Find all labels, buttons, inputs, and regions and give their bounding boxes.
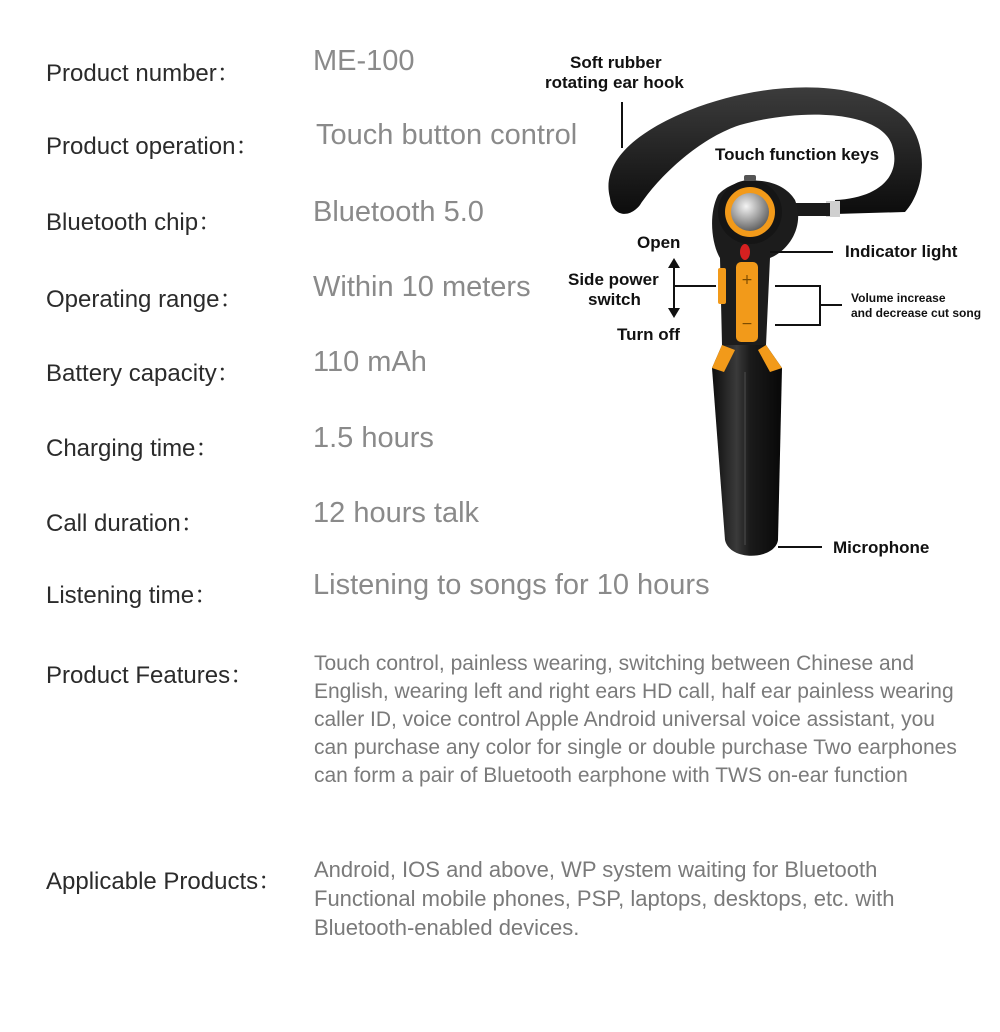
turn-off-callout: Turn off xyxy=(617,325,680,344)
product-number-value: ME-100 xyxy=(313,45,415,77)
operating-range-value: Within 10 meters xyxy=(313,271,531,303)
indicator-callout: Indicator light xyxy=(845,242,958,261)
volume-bracket xyxy=(775,286,820,325)
microphone-callout: Microphone xyxy=(833,538,930,557)
product-number-label: Product number： xyxy=(46,60,241,87)
battery-capacity-value: 110 mAh xyxy=(313,346,427,378)
listening-time-label: Listening time： xyxy=(46,582,219,609)
side-power-callout-line1: Side power xyxy=(568,270,659,289)
bluetooth-chip-label: Bluetooth chip： xyxy=(46,209,223,236)
earphone-stem xyxy=(712,345,782,556)
features-line: caller ID, voice control Apple Android universal voice assistant, you xyxy=(314,708,935,731)
volume-callout-line2: and decrease cut song xyxy=(851,306,982,320)
product-operation-value: Touch button control xyxy=(316,119,578,151)
product-operation-label: Product operation： xyxy=(46,133,260,160)
open-callout: Open xyxy=(637,233,681,252)
charging-time-label: Charging time： xyxy=(46,435,220,462)
call-duration-value: 12 hours talk xyxy=(313,497,480,529)
applicable-line: Functional mobile phones, PSP, laptops, desktops, etc. with xyxy=(314,886,895,911)
bluetooth-chip-value: Bluetooth 5.0 xyxy=(313,196,484,228)
svg-text:+: + xyxy=(741,272,753,288)
volume-callout-line1: Volume increase xyxy=(851,291,946,305)
features-line: Touch control, painless wearing, switching between Chinese and xyxy=(314,652,915,675)
battery-capacity-label: Battery capacity： xyxy=(46,360,241,387)
call-duration-label: Call duration： xyxy=(46,510,205,537)
indicator-light xyxy=(740,244,750,260)
applicable-line: Android, IOS and above, WP system waiting for Bluetooth xyxy=(314,857,878,882)
ear-hook-callout-line2: rotating ear hook xyxy=(545,73,684,92)
touch-keys-callout: Touch function keys xyxy=(715,145,880,164)
product-features-label: Product Features： xyxy=(46,662,255,689)
charging-time-value: 1.5 hours xyxy=(313,422,434,454)
side-power-callout-line2: switch xyxy=(588,290,641,309)
features-line: can form a pair of Bluetooth earphone with TWS on-ear function xyxy=(314,764,908,787)
ear-hook-callout-line1: Soft rubber xyxy=(570,53,662,72)
svg-text:−: − xyxy=(741,316,753,332)
power-arrow-down xyxy=(668,308,680,318)
power-arrow-up xyxy=(668,258,680,268)
operating-range-label: Operating range： xyxy=(46,286,244,313)
features-line: can purchase any color for single or double purchase Two earphones xyxy=(314,736,957,759)
applicable-products-label: Applicable Products： xyxy=(46,868,283,895)
listening-time-value: Listening to songs for 10 hours xyxy=(313,569,710,601)
applicable-line: Bluetooth-enabled devices. xyxy=(314,915,580,940)
features-line: English, wearing left and right ears HD call, half ear painless wearing xyxy=(314,680,954,703)
